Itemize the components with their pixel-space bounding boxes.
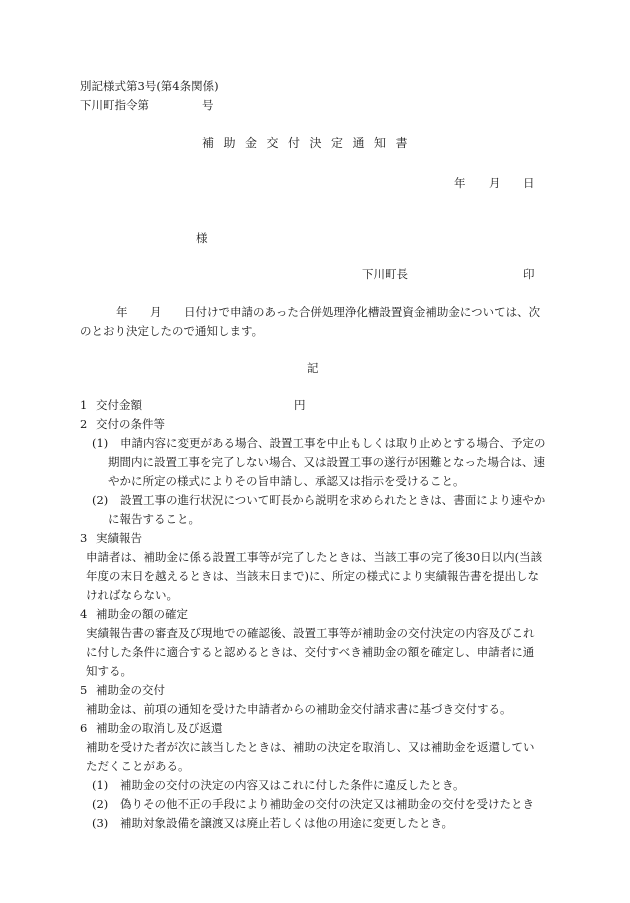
section-4-line-1: 実績報告書の審査及び現地での確認後、設置工事等が補助金の交付決定の内容及びこれ [86,626,535,640]
section-1-number: 1 [80,398,88,412]
section-6-item-3-number: (3) [92,816,109,830]
section-2-item-2-line-2: に報告すること。 [108,512,200,526]
section-5-number: 5 [80,683,88,697]
addressee-suffix: 様 [196,231,208,245]
section-3-line-2: 年度の末日を越えるときは、当該末日まで)に、所定の様式により実績報告書を提出しな [86,569,539,583]
section-6-item-2: 偽りその他不正の手段により補助金の交付の決定又は補助金の交付を受けたとき [120,797,534,811]
section-6-number: 6 [80,721,88,735]
ki-heading: 記 [307,361,319,375]
document-title: 補助金交付決定通知書 [202,136,418,150]
section-5-line-1: 補助金は、前項の通知を受けた申請者からの補助金交付請求書に基づき交付する。 [86,702,512,716]
section-2-item-1-line-1: 申請内容に変更がある場合、設置工事を中止もしくは取り止めとする場合、予定の [120,436,546,450]
reference-suffix: 号 [202,98,214,112]
section-6-title: 補助金の取消し及び返還 [96,721,223,735]
date-month: 月 [489,176,501,190]
section-4-number: 4 [80,607,88,621]
section-6-item-2-number: (2) [92,797,109,811]
section-2-number: 2 [80,417,88,431]
section-6-line-1: 補助を受けた者が次に該当したときは、補助の決定を取消し、又は補助金を返還してい [86,740,535,754]
section-1-unit: 円 [294,398,306,412]
section-2-item-2-line-1: 設置工事の進行状況について町長から説明を求められたときは、書面により速やか [120,493,546,507]
section-2-title: 交付の条件等 [96,417,165,431]
section-3-number: 3 [80,531,88,545]
intro-month: 月 [150,305,162,319]
section-6-item-1-number: (1) [92,778,109,792]
section-2-item-2-number: (2) [92,493,109,507]
section-2-item-1-line-3: やかに所定の様式によりその旨申請し、承認又は指示を受けること。 [108,474,465,488]
section-6-item-1: 補助金の交付の決定の内容又はこれに付した条件に違反したとき。 [120,778,465,792]
date-year: 年 [454,176,466,190]
section-3-line-1: 申請者は、補助金に係る設置工事等が完了したときは、当該工事の完了後30日以内(当該 [86,550,543,564]
form-label: 別記様式第3号(第4条関係) [80,79,219,93]
intro-year: 年 [116,305,128,319]
intro-line-1: 日付けで申請のあった合併処理浄化槽設置資金補助金については、次 [184,305,541,319]
issuer-name: 下川町長 [362,267,408,281]
intro-line-2: のとおり決定したので通知します。 [80,324,264,338]
section-6-line-2: ただくことがある。 [86,759,190,773]
section-1-title: 交付金額 [96,398,142,412]
issuer-seal: 印 [523,267,535,281]
date-day: 日 [523,176,535,190]
section-3-title: 実績報告 [96,531,142,545]
section-4-line-2: に付した条件に適合すると認めるときは、交付すべき補助金の額を確定し、申請者に通 [86,645,535,659]
reference-prefix: 下川町指令第 [80,98,149,112]
section-6-item-3: 補助対象設備を譲渡又は廃止若しくは他の用途に変更したとき。 [120,816,454,830]
section-4-title: 補助金の額の確定 [96,607,188,621]
section-2-item-1-number: (1) [92,436,109,450]
section-3-line-3: ければならない。 [86,588,178,602]
section-4-line-3: 知する。 [86,664,132,678]
section-5-title: 補助金の交付 [96,683,165,697]
section-2-item-1-line-2: 期間内に設置工事を完了しない場合、又は設置工事の遂行が困難となった場合は、速 [108,455,545,469]
